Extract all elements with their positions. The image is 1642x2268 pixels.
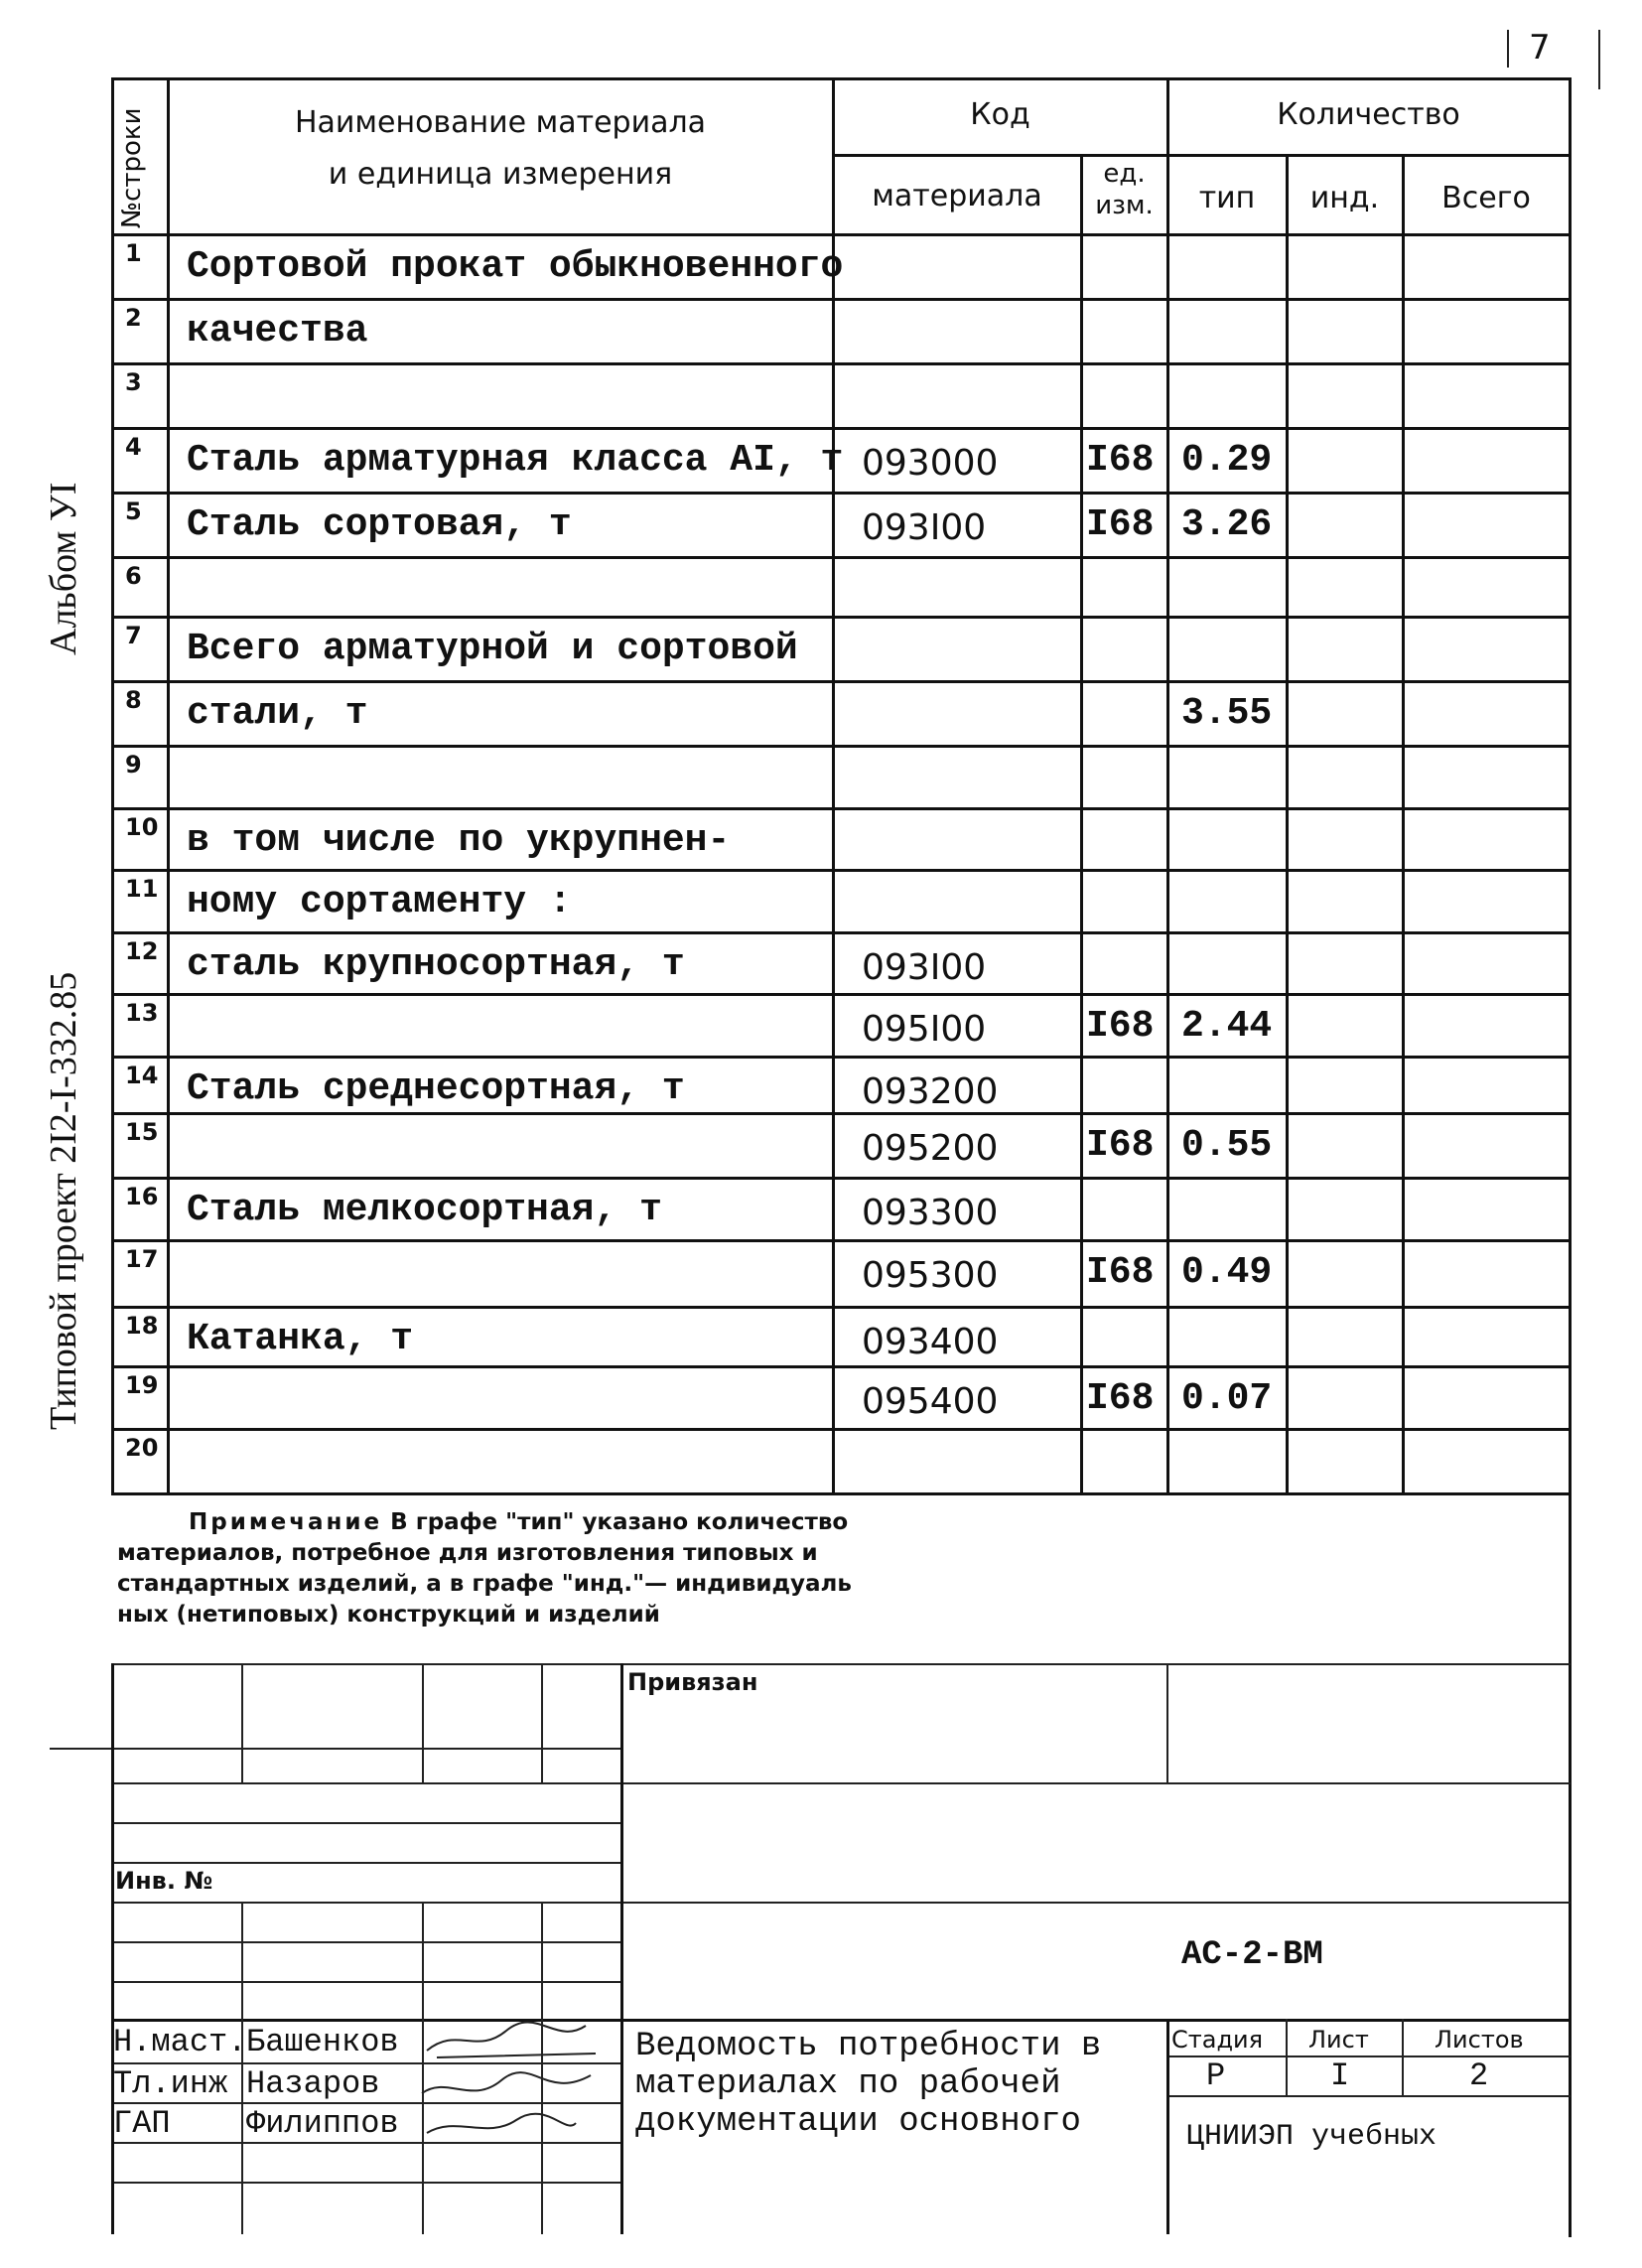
row-number: 14 — [125, 1062, 159, 1089]
row-material-code: 095300 — [862, 1255, 999, 1296]
row-number: 1 — [125, 239, 142, 267]
row-number: 20 — [125, 1434, 159, 1462]
row-number: 15 — [125, 1118, 159, 1146]
header-name-line1: Наименование материала — [294, 105, 707, 140]
page-number: 7 — [1529, 28, 1551, 68]
signer-name-2: Назаров — [246, 2065, 380, 2102]
row-number: 19 — [125, 1371, 159, 1399]
header-quantity: Количество — [1277, 97, 1460, 132]
row-material-name: Сталь арматурная класса AI, т — [187, 439, 844, 482]
row-number: 10 — [125, 813, 159, 841]
note-lead: Примечание — [189, 1509, 383, 1535]
row-typ-quantity: 0.29 — [1181, 439, 1273, 482]
header-total: Всего — [1441, 181, 1531, 215]
header-unit-line2: изм. — [1095, 191, 1154, 220]
header-name-line2: и единица измерения — [328, 157, 673, 192]
row-number: 2 — [125, 304, 142, 332]
row-material-code: 093I00 — [862, 507, 987, 548]
row-number: 12 — [125, 937, 159, 965]
row-material-code: 093000 — [862, 443, 999, 484]
signatures-drawing — [417, 2016, 616, 2185]
note-line2: материалов, потребное для изготовления типовых и — [117, 1540, 818, 1566]
row-number: 16 — [125, 1183, 159, 1210]
note-line3: стандартных изделий, а в графе "инд."— индивидуаль — [117, 1571, 852, 1597]
header-unit-line1: ед. — [1103, 159, 1146, 189]
row-number: 5 — [125, 497, 142, 525]
stage-value: Р — [1206, 2057, 1226, 2094]
signer-role-2: Тл.инж — [113, 2065, 228, 2102]
row-material-name: Сталь сортовая, т — [187, 503, 572, 546]
signer-name-1: Башенков — [246, 2024, 399, 2060]
row-number: 4 — [125, 433, 142, 461]
header-typ: тип — [1198, 181, 1256, 215]
sheet-value: I — [1330, 2057, 1350, 2094]
row-typ-quantity: 0.07 — [1181, 1377, 1273, 1420]
row-unit-code: I68 — [1086, 439, 1155, 482]
row-material-name: Катанка, т — [187, 1318, 414, 1360]
row-number: 3 — [125, 368, 142, 396]
row-number: 9 — [125, 751, 142, 779]
header-row-number: №строки — [117, 107, 147, 228]
side-label-project: Типовой проект 2I2-I-332.85 — [43, 971, 84, 1430]
row-material-code: 095200 — [862, 1128, 999, 1169]
row-number: 11 — [125, 875, 159, 903]
row-number: 13 — [125, 999, 159, 1027]
header-material: материала — [872, 179, 1042, 213]
row-unit-code: I68 — [1086, 1251, 1155, 1294]
row-typ-quantity: 3.55 — [1181, 692, 1273, 735]
row-typ-quantity: 0.55 — [1181, 1124, 1273, 1167]
row-unit-code: I68 — [1086, 1124, 1155, 1167]
row-unit-code: I68 — [1086, 1005, 1155, 1048]
document-code: АС-2-ВМ — [1181, 1936, 1323, 1974]
row-number: 7 — [125, 622, 142, 649]
row-number: 8 — [125, 686, 142, 714]
note-line1: В графе "тип" указано количество — [382, 1509, 849, 1535]
row-material-name: качества — [187, 310, 368, 353]
row-material-name: ному сортаменту : — [187, 881, 572, 923]
side-label-album: Альбом УI — [43, 482, 84, 655]
organization-name: ЦНИИЭП учебных — [1186, 2120, 1437, 2154]
privyazan-label: Привязан — [627, 1668, 758, 1696]
row-material-name: стали, т — [187, 692, 368, 735]
row-material-code: 093I00 — [862, 947, 987, 988]
row-number: 17 — [125, 1245, 159, 1273]
note — [117, 1507, 1209, 1630]
sheets-value: 2 — [1469, 2057, 1489, 2094]
row-unit-code: I68 — [1086, 1377, 1155, 1420]
row-material-code: 095I00 — [862, 1009, 987, 1050]
row-material-name: в том числе по укрупнен- — [187, 819, 731, 862]
row-number: 6 — [125, 562, 142, 590]
stage-label: Стадия — [1171, 2026, 1264, 2054]
row-material-code: 093200 — [862, 1071, 999, 1112]
signer-role-1: Н.маст. — [113, 2024, 247, 2060]
signer-name-3: Филиппов — [246, 2105, 399, 2142]
row-number: 18 — [125, 1312, 159, 1340]
note-line4: ных (нетиповых) конструкций и изделий — [117, 1602, 660, 1628]
row-typ-quantity: 3.26 — [1181, 503, 1273, 546]
document-title-line2: материалах по рабочей — [635, 2065, 1061, 2103]
row-unit-code: I68 — [1086, 503, 1155, 546]
row-typ-quantity: 0.49 — [1181, 1251, 1273, 1294]
row-material-name: сталь крупносортная, т — [187, 943, 685, 986]
row-typ-quantity: 2.44 — [1181, 1005, 1273, 1048]
row-material-code: 093300 — [862, 1193, 999, 1233]
row-material-name: Сталь среднесортная, т — [187, 1067, 685, 1110]
document-title-line3: документации основного — [635, 2103, 1081, 2141]
row-material-name: Сортовой прокат обыкновенного — [187, 245, 844, 288]
row-material-name: Сталь мелкосортная, т — [187, 1189, 662, 1231]
sheets-label: Листов — [1435, 2026, 1524, 2054]
row-material-name: Всего арматурной и сортовой — [187, 628, 798, 670]
row-material-code: 095400 — [862, 1381, 999, 1422]
document-title-line1: Ведомость потребности в — [635, 2028, 1102, 2065]
header-ind: инд. — [1309, 181, 1380, 215]
inventory-number-label: Инв. № — [115, 1867, 213, 1895]
row-material-code: 093400 — [862, 1322, 999, 1362]
header-code: Код — [970, 97, 1030, 132]
signer-role-3: ГАП — [113, 2105, 171, 2142]
sheet-label: Лист — [1308, 2026, 1369, 2054]
